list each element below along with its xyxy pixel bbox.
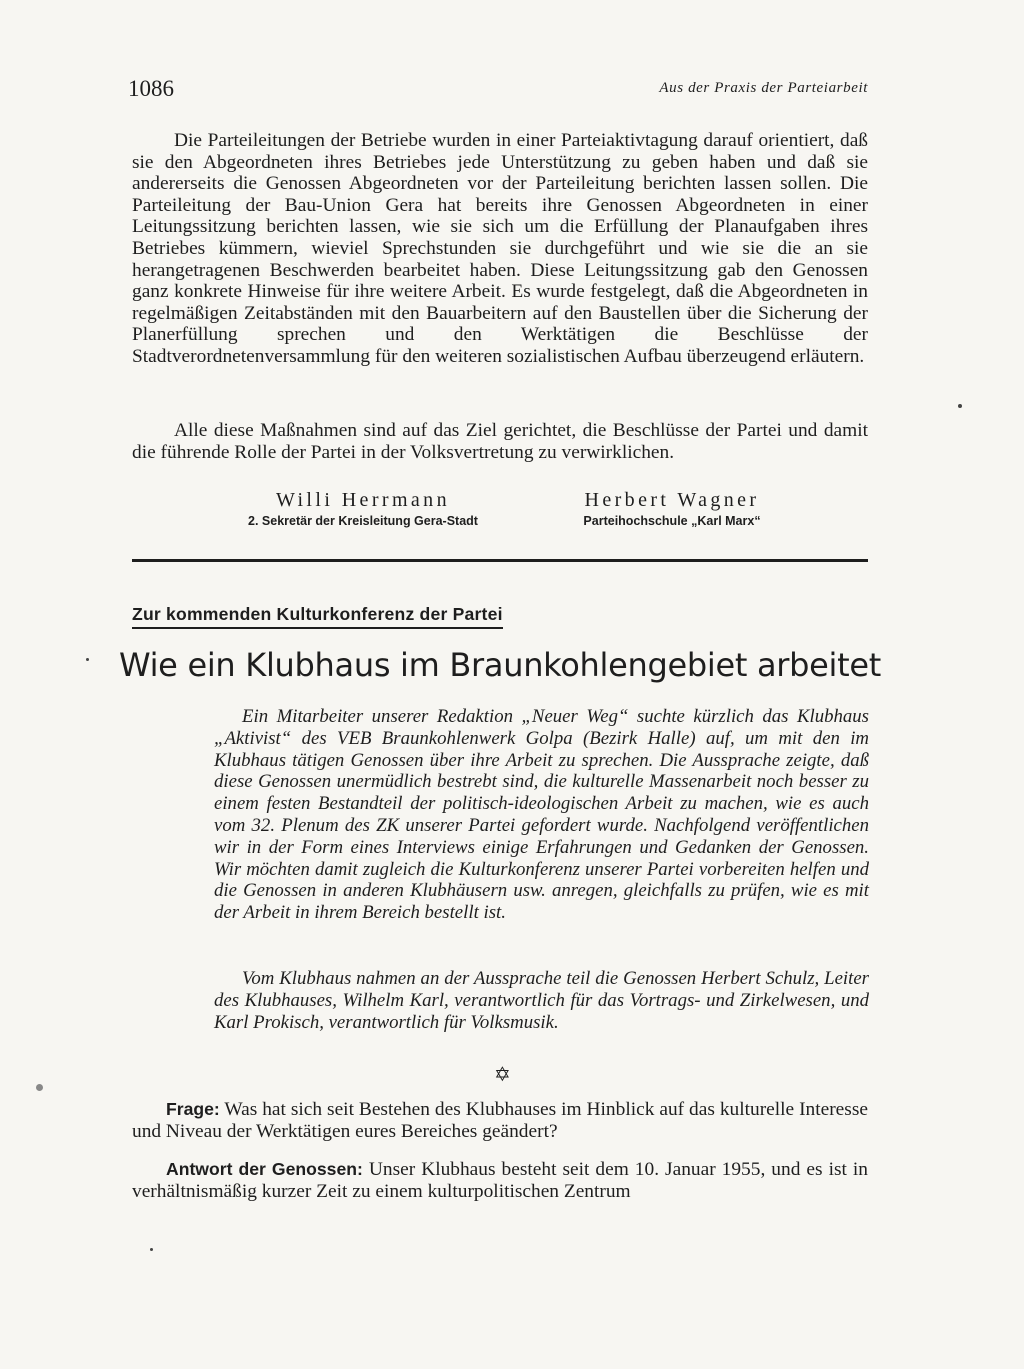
answer-text: Unser Klubhaus besteht seit dem 10. Januar 1955, und es ist in verhältnismäßig kurzer Zeit zu einem kulturpolitischen Zentrum: [132, 1159, 868, 1202]
section-divider: [132, 559, 868, 562]
section-label: Zur kommenden Kulturkonferenz der Partei: [132, 604, 503, 629]
article-headline: Wie ein Klubhaus im Braunkohlengebiet arbeitet: [118, 646, 882, 684]
author-title: Parteihochschule „Karl Marx“: [583, 514, 761, 528]
interview-question: [132, 1098, 868, 1143]
print-speck: [958, 404, 962, 408]
author-title: 2. Sekretär der Kreisleitung Gera-Stadt: [248, 514, 478, 528]
answer-label: Antwort der Genossen:: [166, 1159, 363, 1179]
page-header: [128, 76, 868, 108]
signature-block: [556, 489, 788, 528]
running-head: Aus der Praxis der Parteiarbeit: [659, 80, 868, 96]
body-paragraph: Alle diese Maßnahmen sind auf das Ziel gerichtet, die Beschlüsse der Partei und damit die führende Rolle der Partei in der Volksvertretung zu verwirklichen.: [132, 420, 868, 463]
print-speck: [86, 658, 89, 661]
question-text: Was hat sich seit Bestehen des Klubhauses im Hinblick auf das kulturelle Interesse und Niveau der Werktätigen eures Bereiches geändert?: [132, 1099, 868, 1142]
print-speck: [36, 1084, 43, 1091]
question-label: Frage:: [166, 1099, 220, 1119]
signature-block: [222, 489, 504, 528]
page-number: 1086: [128, 76, 174, 101]
intro-paragraph: Ein Mitarbeiter unserer Redaktion „Neuer Weg“ suchte kürzlich das Klubhaus „Aktivist“ des VEB Braunkohlenwerk Golpa (Bezirk Halle) auf, um mit den im Klubhaus tätigen Genossen über ihre Arbeit zu sprechen. Die Aussprache zeigte, daß diese Genossen unermüdlich bestrebt sind, die kulturelle Massenarbeit noch besser zu einem festen Bestandteil der politisch-ideologischen Arbeit zu machen, wie es auch vom 32. Plenum des ZK unserer Partei gefordert wurde. Nachfolgend veröffentlichen wir in der Form eines Interviews einige Erfahrungen und Gedanken der Genossen. Wir möchten damit zugleich die Kulturkonferenz unserer Partei vorbereiten helfen und die Genossen in anderen Klubhäusern usw. anregen, gleichfalls zu prüfen, wie es mit der Arbeit in ihrem Bereich bestellt ist.: [214, 706, 869, 924]
print-speck: [150, 1248, 153, 1251]
star-separator-icon: ✡: [494, 1062, 511, 1086]
intro-paragraph: Vom Klubhaus nahmen an der Aussprache teil die Genossen Herbert Schulz, Leiter des Klubhauses, Wilhelm Karl, verantwortlich für das Vortrags- und Zirkelwesen, und Karl Prokisch, verantwortlich für Volksmusik.: [214, 968, 869, 1033]
interview-answer: [132, 1158, 868, 1203]
author-name: Herbert Wagner: [584, 489, 760, 511]
author-name: Willi Herrmann: [276, 489, 450, 511]
body-paragraph: Die Parteileitungen der Betriebe wurden in einer Parteiaktivtagung darauf orientiert, daß sie den Abgeordneten ihres Betriebes jede Unterstützung zu geben haben und daß sie andererseits die Genossen Abgeordneten vor der Parteileitung berichten lassen sollen. Die Parteileitung der Bau-Union Gera hat bereits ihre Genossen Abgeordneten in einer Leitungssitzung berichten lassen, wie sie sich um die Erfüllung der Planaufgaben ihres Betriebes kümmern, wieviel Sprechstunden sie durchgeführt und wie sie die an sie herangetragenen Beschwerden bearbeitet haben. Diese Leitungssitzung gab den Genossen ganz konkrete Hinweise für ihre weitere Arbeit. Es wurde festgelegt, daß die Abgeordneten in regelmäßigen Zeitabständen mit den Bauarbeitern auf den Baustellen über die Sicherung der Planerfüllung sprechen und den Werktätigen die Beschlüsse der Stadtverordnetenversammlung für den weiteren sozialistischen Aufbau überzeugend erläutern.: [132, 130, 868, 367]
